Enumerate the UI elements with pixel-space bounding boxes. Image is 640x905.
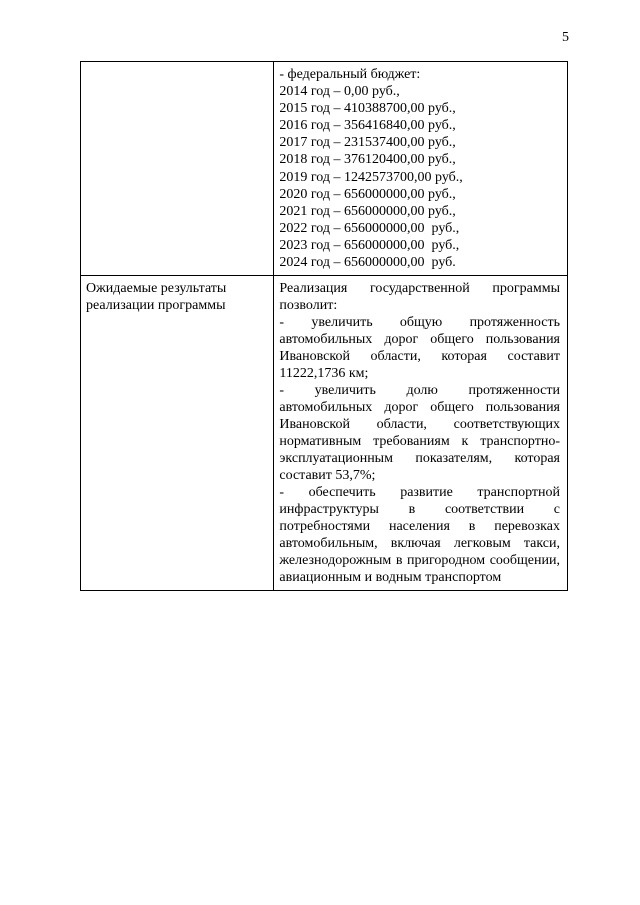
- program-passport-table: [80, 61, 568, 591]
- federal-budget-cell: [274, 62, 568, 276]
- results-item-transport-infrastructure: - обеспечить развитие транспортной инфраструктуры в соответствии с потребностями населения в перевозках автомобильным, включая легковым такси, железнодорожным в пригородном сообщении, авиационным и водным транспортом: [279, 485, 560, 586]
- budget-line-2021: 2021 год – 656000000,00 руб.,: [279, 203, 456, 219]
- budget-line-2014: 2014 год – 0,00 руб.,: [279, 84, 400, 100]
- budget-line-2015: 2015 год – 410388700,00 руб.,: [279, 101, 456, 117]
- budget-line-2023: 2023 год – 656000000,00 руб.,: [279, 237, 460, 253]
- table-row-federal-budget: [81, 62, 568, 276]
- results-intro: Реализация государственной программы позволит:: [279, 281, 560, 314]
- budget-line-2017: 2017 год – 231537400,00 руб.,: [279, 135, 456, 151]
- table-row-expected-results: [81, 276, 568, 591]
- budget-line-2024: 2024 год – 656000000,00 руб.: [279, 255, 456, 271]
- federal-budget-label-cell: [81, 62, 274, 276]
- budget-line-2019: 2019 год – 1242573700,00 руб.,: [279, 169, 463, 185]
- expected-results-label: Ожидаемые результаты реализации программы: [81, 276, 274, 591]
- budget-line-header: - федеральный бюджет:: [279, 67, 421, 82]
- budget-line-2018: 2018 год – 376120400,00 руб.,: [279, 152, 456, 168]
- results-item-road-length: - увеличить общую протяженность автомобильных дорог общего пользования Ивановской области, которая составит 11222,1736 км;: [279, 315, 560, 382]
- budget-line-2016: 2016 год – 356416840,00 руб.,: [279, 118, 456, 134]
- budget-line-2022: 2022 год – 656000000,00 руб.,: [279, 220, 460, 236]
- budget-line-2020: 2020 год – 656000000,00 руб.,: [279, 186, 456, 202]
- results-item-road-share: - увеличить долю протяженности автомобильных дорог общего пользования Ивановской области, соответствующих нормативным требованиям к транспортно-эксплуатационным показателям, которая составит 53,7%;: [279, 383, 560, 484]
- expected-results-cell: [274, 276, 568, 591]
- page-number: 5: [562, 30, 569, 45]
